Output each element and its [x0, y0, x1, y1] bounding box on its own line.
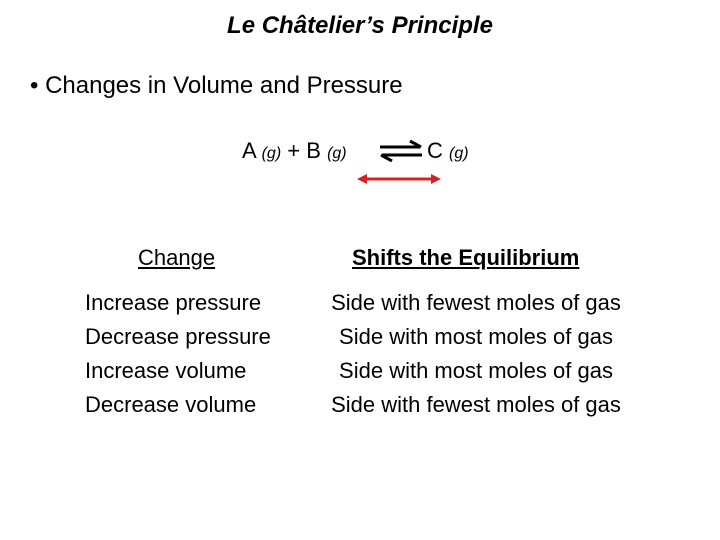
shift-row: Side with most moles of gas: [339, 324, 613, 349]
slide-title: Le Châtelier’s Principle: [227, 12, 493, 39]
plus-sign: +: [287, 138, 301, 163]
change-row: Decrease pressure: [85, 324, 271, 349]
shift-row: Side with fewest moles of gas: [331, 392, 621, 417]
equilibrium-half-arrows-icon: [378, 140, 424, 162]
reaction-product: [427, 138, 469, 164]
header-shift: Shifts the Equilibrium: [352, 245, 580, 270]
header-change: Change: [138, 245, 216, 270]
change-row: Increase pressure: [85, 290, 262, 315]
bullet-point: • Changes in Volume and Pressure: [30, 72, 403, 99]
change-row: Decrease volume: [85, 392, 257, 417]
shift-row: Side with most moles of gas: [339, 358, 613, 383]
product-c: C: [427, 138, 443, 163]
state-a: (g): [261, 145, 282, 162]
reaction-reactants: [242, 138, 347, 164]
shift-column: [318, 286, 634, 422]
state-c: (g): [449, 145, 469, 162]
red-double-arrow-icon: [356, 171, 442, 187]
reactant-b: B: [306, 138, 321, 163]
change-row: Increase volume: [85, 358, 247, 383]
shift-row: Side with fewest moles of gas: [331, 290, 621, 315]
state-b: (g): [327, 145, 347, 162]
reactant-a: A: [242, 138, 256, 163]
change-column: [85, 286, 271, 422]
